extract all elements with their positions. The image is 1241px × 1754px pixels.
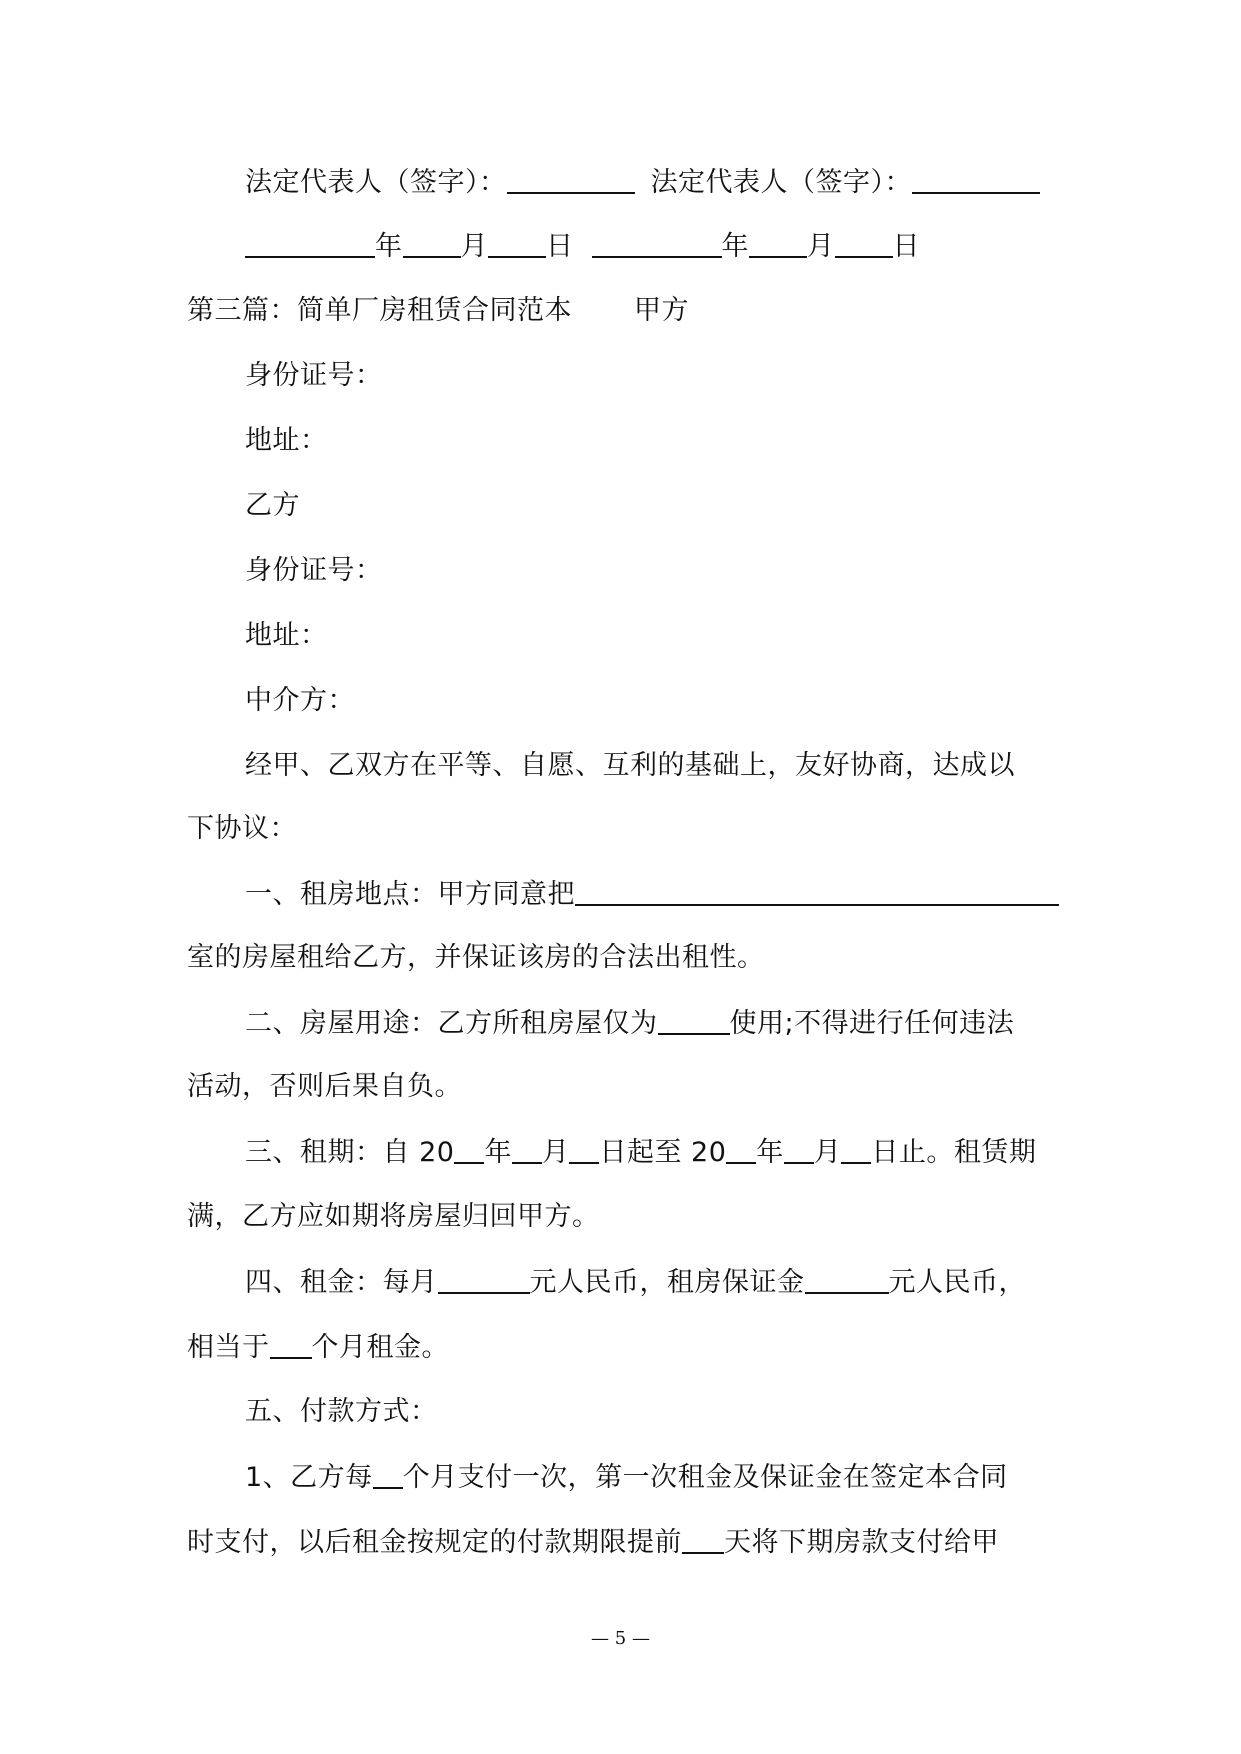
clause-5-1: 1、乙方每 个月支付一次，第一次租金及保证金在签定本合同 (245, 1462, 1008, 1493)
legal-rep-label-right: 法定代表人（签字）： (650, 167, 912, 198)
party-b-label: 乙方 (245, 490, 300, 521)
party-b-id: 身份证号： (245, 555, 383, 586)
monthly-rent-blank (438, 1268, 530, 1294)
page-number: — 5 — (591, 1628, 650, 1649)
party-a-id: 身份证号： (245, 360, 383, 391)
clause-5: 五、付款方式： (245, 1396, 438, 1427)
clause-2: 二、房屋用途：乙方所租房屋仅为 使用;不得进行任何违法 (245, 1008, 1015, 1039)
legal-rep-label-left: 法定代表人（签字）： (245, 167, 507, 198)
date-line: 年 月 日 年 月 日 (245, 232, 920, 260)
clause-5-1-cont: 时支付，以后租金按规定的付款期限提前 天将下期房款支付给甲 (187, 1527, 999, 1558)
address-blank (575, 880, 1059, 906)
usage-blank (658, 1009, 730, 1035)
agreement-intro: 经甲、乙双方在平等、自愿、互利的基础上，友好协商，达成以 (245, 750, 1015, 781)
clause-3-cont: 满，乙方应如期将房屋归回甲方。 (187, 1201, 600, 1232)
clause-4: 四、租金：每月 元人民币，租房保证金 元人民币， (245, 1267, 1026, 1298)
clause-1-cont: 室的房屋租给乙方，并保证该房的合法出租性。 (187, 942, 765, 973)
deposit-blank (805, 1268, 889, 1294)
party-b-address: 地址： (245, 620, 328, 651)
section-title: 第三篇：简单厂房租赁合同范本 甲方 (187, 295, 689, 326)
signature-blank-left (507, 168, 635, 194)
signature-line (245, 168, 1040, 196)
clause-2-cont: 活动，否则后果自负。 (187, 1071, 462, 1102)
signature-blank-right (912, 168, 1040, 194)
party-a-address: 地址： (245, 425, 328, 456)
agent-label: 中介方： (245, 685, 355, 716)
clause-3: 三、租期：自 20 年 月 日起至 20 年 月 日止。租赁期 (245, 1137, 1037, 1168)
clause-4-cont: 相当于 个月租金。 (187, 1332, 449, 1363)
agreement-intro-cont: 下协议： (187, 813, 297, 844)
clause-1: 一、租房地点：甲方同意把 (245, 880, 1059, 908)
